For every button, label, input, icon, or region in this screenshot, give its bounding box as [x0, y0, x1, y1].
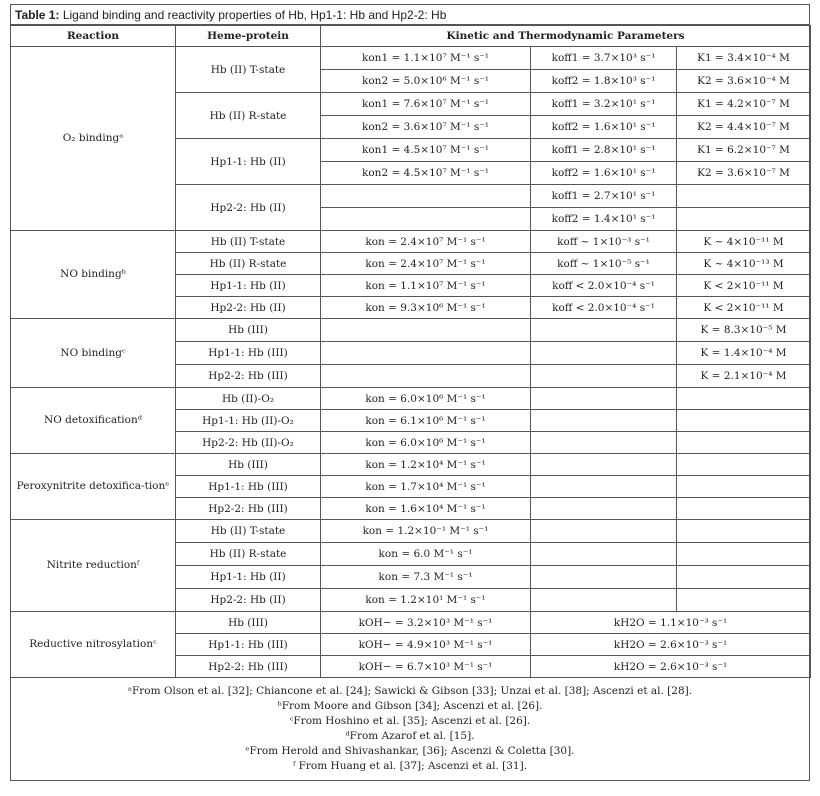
heme-protein-cell: Hp2-2: Hb (III) — [176, 365, 321, 388]
footnote: ᵉFrom Herold and Shivashankar, [36]; Ascenzi & Coletta [30]. — [245, 745, 575, 757]
heme-protein-cell: Hp1-1: Hb (II) — [176, 566, 321, 589]
koff-cell: koff2 = 1.4×10¹ s⁻¹ — [531, 208, 677, 231]
caption-label: Table 1: — [15, 8, 60, 22]
kh2o-cell: kH2O = 2.6×10⁻³ s⁻¹ — [531, 656, 811, 678]
kon-cell — [321, 208, 531, 231]
empty-cell — [677, 543, 811, 566]
k-cell: K1 = 4.2×10⁻⁷ M — [677, 93, 811, 116]
table-row — [11, 47, 811, 70]
empty-cell — [531, 543, 677, 566]
koh-cell: kOH− = 4.9×10³ M⁻¹ s⁻¹ — [321, 634, 531, 656]
heme-protein-cell: Hb (II)-O₂ — [176, 388, 321, 410]
heme-protein-cell: Hb (II) T-state — [176, 520, 321, 543]
empty-cell — [531, 410, 677, 432]
footnote: ᶜFrom Hoshino et al. [35]; Ascenzi et al. [26]. — [289, 715, 531, 727]
kon-cell: kon = 6.0×10⁶ M⁻¹ s⁻¹ — [321, 432, 531, 454]
empty-cell — [531, 476, 677, 498]
k-cell: K < 2×10⁻¹¹ M — [677, 297, 811, 319]
heme-protein-cell: Hp1-1: Hb (III) — [176, 342, 321, 365]
koff-cell: koff2 = 1.6×10¹ s⁻¹ — [531, 116, 677, 139]
kon-cell: kon = 1.2×10⁻¹ M⁻¹ s⁻¹ — [321, 520, 531, 543]
table-caption — [11, 5, 809, 25]
koff-cell: koff < 2.0×10⁻⁴ s⁻¹ — [531, 275, 677, 297]
kon-cell: kon1 = 1.1×10⁷ M⁻¹ s⁻¹ — [321, 47, 531, 70]
koff-cell — [531, 342, 677, 365]
empty-cell — [677, 520, 811, 543]
heme-protein-cell: Hb (II) R-state — [176, 543, 321, 566]
caption-text: Ligand binding and reactivity properties of Hb, Hp1-1: Hb and Hp2-2: Hb — [62, 8, 447, 22]
koff-cell: koff1 = 2.8×10¹ s⁻¹ — [531, 139, 677, 162]
empty-cell — [531, 454, 677, 476]
kon-cell: kon = 2.4×10⁷ M⁻¹ s⁻¹ — [321, 253, 531, 275]
heme-protein-cell: Hp2-2: Hb (II) — [176, 297, 321, 319]
footnotes — [11, 684, 809, 774]
koff-cell: koff ~ 1×10⁻⁵ s⁻¹ — [531, 253, 677, 275]
empty-cell — [531, 432, 677, 454]
kon-cell — [321, 365, 531, 388]
table-row — [11, 520, 811, 543]
empty-cell — [677, 432, 811, 454]
heme-protein-cell: Hp2-2: Hb (II) — [176, 589, 321, 612]
reaction-cell: Peroxynitrite detoxifica-tionᵉ — [11, 454, 176, 520]
koff-cell: koff2 = 1.8×10³ s⁻¹ — [531, 70, 677, 93]
kon-cell: kon = 1.6×10⁴ M⁻¹ s⁻¹ — [321, 498, 531, 520]
koh-cell: kOH− = 3.2×10³ M⁻¹ s⁻¹ — [321, 612, 531, 634]
kon-cell: kon = 9.3×10⁶ M⁻¹ s⁻¹ — [321, 297, 531, 319]
koff-cell — [531, 319, 677, 342]
header-heme-protein: Heme-protein — [176, 26, 321, 47]
k-cell: K = 2.1×10⁻⁴ M — [677, 365, 811, 388]
kh2o-cell: kH2O = 2.6×10⁻³ s⁻¹ — [531, 634, 811, 656]
heme-protein-cell: Hb (II) R-state — [176, 253, 321, 275]
koff-cell: koff1 = 3.7×10³ s⁻¹ — [531, 47, 677, 70]
empty-cell — [677, 388, 811, 410]
heme-protein-cell: Hb (II) T-state — [176, 231, 321, 253]
k-cell: K = 1.4×10⁻⁴ M — [677, 342, 811, 365]
empty-cell — [677, 410, 811, 432]
reaction-cell: Reductive nitrosylationᶜ — [11, 612, 176, 678]
kon-cell: kon = 6.0×10⁶ M⁻¹ s⁻¹ — [321, 388, 531, 410]
kon-cell: kon = 7.3 M⁻¹ s⁻¹ — [321, 566, 531, 589]
kon-cell: kon1 = 4.5×10⁷ M⁻¹ s⁻¹ — [321, 139, 531, 162]
kon-cell: kon = 1.7×10⁴ M⁻¹ s⁻¹ — [321, 476, 531, 498]
heme-protein-cell: Hp2-2: Hb (II) — [176, 185, 321, 231]
kon-cell — [321, 319, 531, 342]
k-cell: K2 = 3.6×10⁻⁷ M — [677, 162, 811, 185]
header-parameters: Kinetic and Thermodynamic Parameters — [321, 26, 811, 47]
empty-cell — [531, 498, 677, 520]
kon-cell — [321, 185, 531, 208]
kh2o-cell: kH2O = 1.1×10⁻³ s⁻¹ — [531, 612, 811, 634]
koff-cell: koff ~ 1×10⁻³ s⁻¹ — [531, 231, 677, 253]
table-row — [11, 612, 811, 634]
table-row — [11, 454, 811, 476]
heme-protein-cell: Hp1-1: Hb (II) — [176, 139, 321, 185]
data-table — [10, 25, 811, 678]
k-cell: K < 2×10⁻¹¹ M — [677, 275, 811, 297]
heme-protein-cell: Hb (III) — [176, 454, 321, 476]
empty-cell — [677, 566, 811, 589]
kon-cell: kon2 = 4.5×10⁷ M⁻¹ s⁻¹ — [321, 162, 531, 185]
k-cell: K1 = 3.4×10⁻⁴ M — [677, 47, 811, 70]
reaction-cell: O₂ bindingᵃ — [11, 47, 176, 231]
empty-cell — [531, 566, 677, 589]
kon-cell: kon1 = 7.6×10⁷ M⁻¹ s⁻¹ — [321, 93, 531, 116]
header-row — [11, 26, 811, 47]
kon-cell: kon = 1.2×10¹ M⁻¹ s⁻¹ — [321, 589, 531, 612]
heme-protein-cell: Hp1-1: Hb (III) — [176, 476, 321, 498]
empty-cell — [677, 589, 811, 612]
table-row — [11, 319, 811, 342]
reaction-cell: NO detoxificationᵈ — [11, 388, 176, 454]
kon-cell: kon = 1.1×10⁷ M⁻¹ s⁻¹ — [321, 275, 531, 297]
heme-protein-cell: Hp1-1: Hb (II) — [176, 275, 321, 297]
empty-cell — [677, 498, 811, 520]
table-row — [11, 388, 811, 410]
heme-protein-cell: Hb (III) — [176, 612, 321, 634]
k-cell: K = 8.3×10⁻⁵ M — [677, 319, 811, 342]
k-cell — [677, 185, 811, 208]
kon-cell: kon = 1.2×10⁴ M⁻¹ s⁻¹ — [321, 454, 531, 476]
footnote: ᶠ From Huang et al. [37]; Ascenzi et al. [31]. — [292, 760, 528, 772]
empty-cell — [677, 476, 811, 498]
kon-cell — [321, 342, 531, 365]
koff-cell: koff1 = 3.2×10¹ s⁻¹ — [531, 93, 677, 116]
table-figure — [10, 4, 810, 781]
heme-protein-cell: Hb (II) T-state — [176, 47, 321, 93]
k-cell: K2 = 4.4×10⁻⁷ M — [677, 116, 811, 139]
heme-protein-cell: Hb (II) R-state — [176, 93, 321, 139]
reaction-cell: NO bindingᶜ — [11, 319, 176, 388]
koff-cell — [531, 365, 677, 388]
koff-cell: koff < 2.0×10⁻⁴ s⁻¹ — [531, 297, 677, 319]
k-cell — [677, 208, 811, 231]
koff-cell: koff2 = 1.6×10¹ s⁻¹ — [531, 162, 677, 185]
footnote: ᵃFrom Olson et al. [32]; Chiancone et al. [24]; Sawicki & Gibson [33]; Unzai et al. [38]; Ascenzi et al. [28]. — [127, 685, 693, 697]
kon-cell: kon = 6.1×10⁶ M⁻¹ s⁻¹ — [321, 410, 531, 432]
kon-cell: kon = 2.4×10⁷ M⁻¹ s⁻¹ — [321, 231, 531, 253]
footnote: ᵇFrom Moore and Gibson [34]; Ascenzi et al. [26]. — [277, 700, 543, 712]
k-cell: K ~ 4×10⁻¹³ M — [677, 253, 811, 275]
kon-cell: kon = 6.0 M⁻¹ s⁻¹ — [321, 543, 531, 566]
empty-cell — [531, 388, 677, 410]
koh-cell: kOH− = 6.7×10³ M⁻¹ s⁻¹ — [321, 656, 531, 678]
header-reaction: Reaction — [11, 26, 176, 47]
footnote: ᵈFrom Azarof et al. [15]. — [345, 730, 475, 742]
heme-protein-cell: Hp2-2: Hb (III) — [176, 498, 321, 520]
kon-cell: kon2 = 5.0×10⁶ M⁻¹ s⁻¹ — [321, 70, 531, 93]
empty-cell — [531, 589, 677, 612]
k-cell: K1 = 6.2×10⁻⁷ M — [677, 139, 811, 162]
reaction-cell: Nitrite reductionᶠ — [11, 520, 176, 612]
heme-protein-cell: Hp2-2: Hb (II)-O₂ — [176, 432, 321, 454]
empty-cell — [677, 454, 811, 476]
heme-protein-cell: Hp1-1: Hb (II)-O₂ — [176, 410, 321, 432]
table-row — [11, 231, 811, 253]
empty-cell — [531, 520, 677, 543]
koff-cell: koff1 = 2.7×10¹ s⁻¹ — [531, 185, 677, 208]
kon-cell: kon2 = 3.6×10⁷ M⁻¹ s⁻¹ — [321, 116, 531, 139]
k-cell: K2 = 3.6×10⁻⁴ M — [677, 70, 811, 93]
reaction-cell: NO bindingᵇ — [11, 231, 176, 319]
k-cell: K ~ 4×10⁻¹¹ M — [677, 231, 811, 253]
table-body — [11, 47, 811, 678]
heme-protein-cell: Hp2-2: Hb (III) — [176, 656, 321, 678]
heme-protein-cell: Hp1-1: Hb (III) — [176, 634, 321, 656]
heme-protein-cell: Hb (III) — [176, 319, 321, 342]
